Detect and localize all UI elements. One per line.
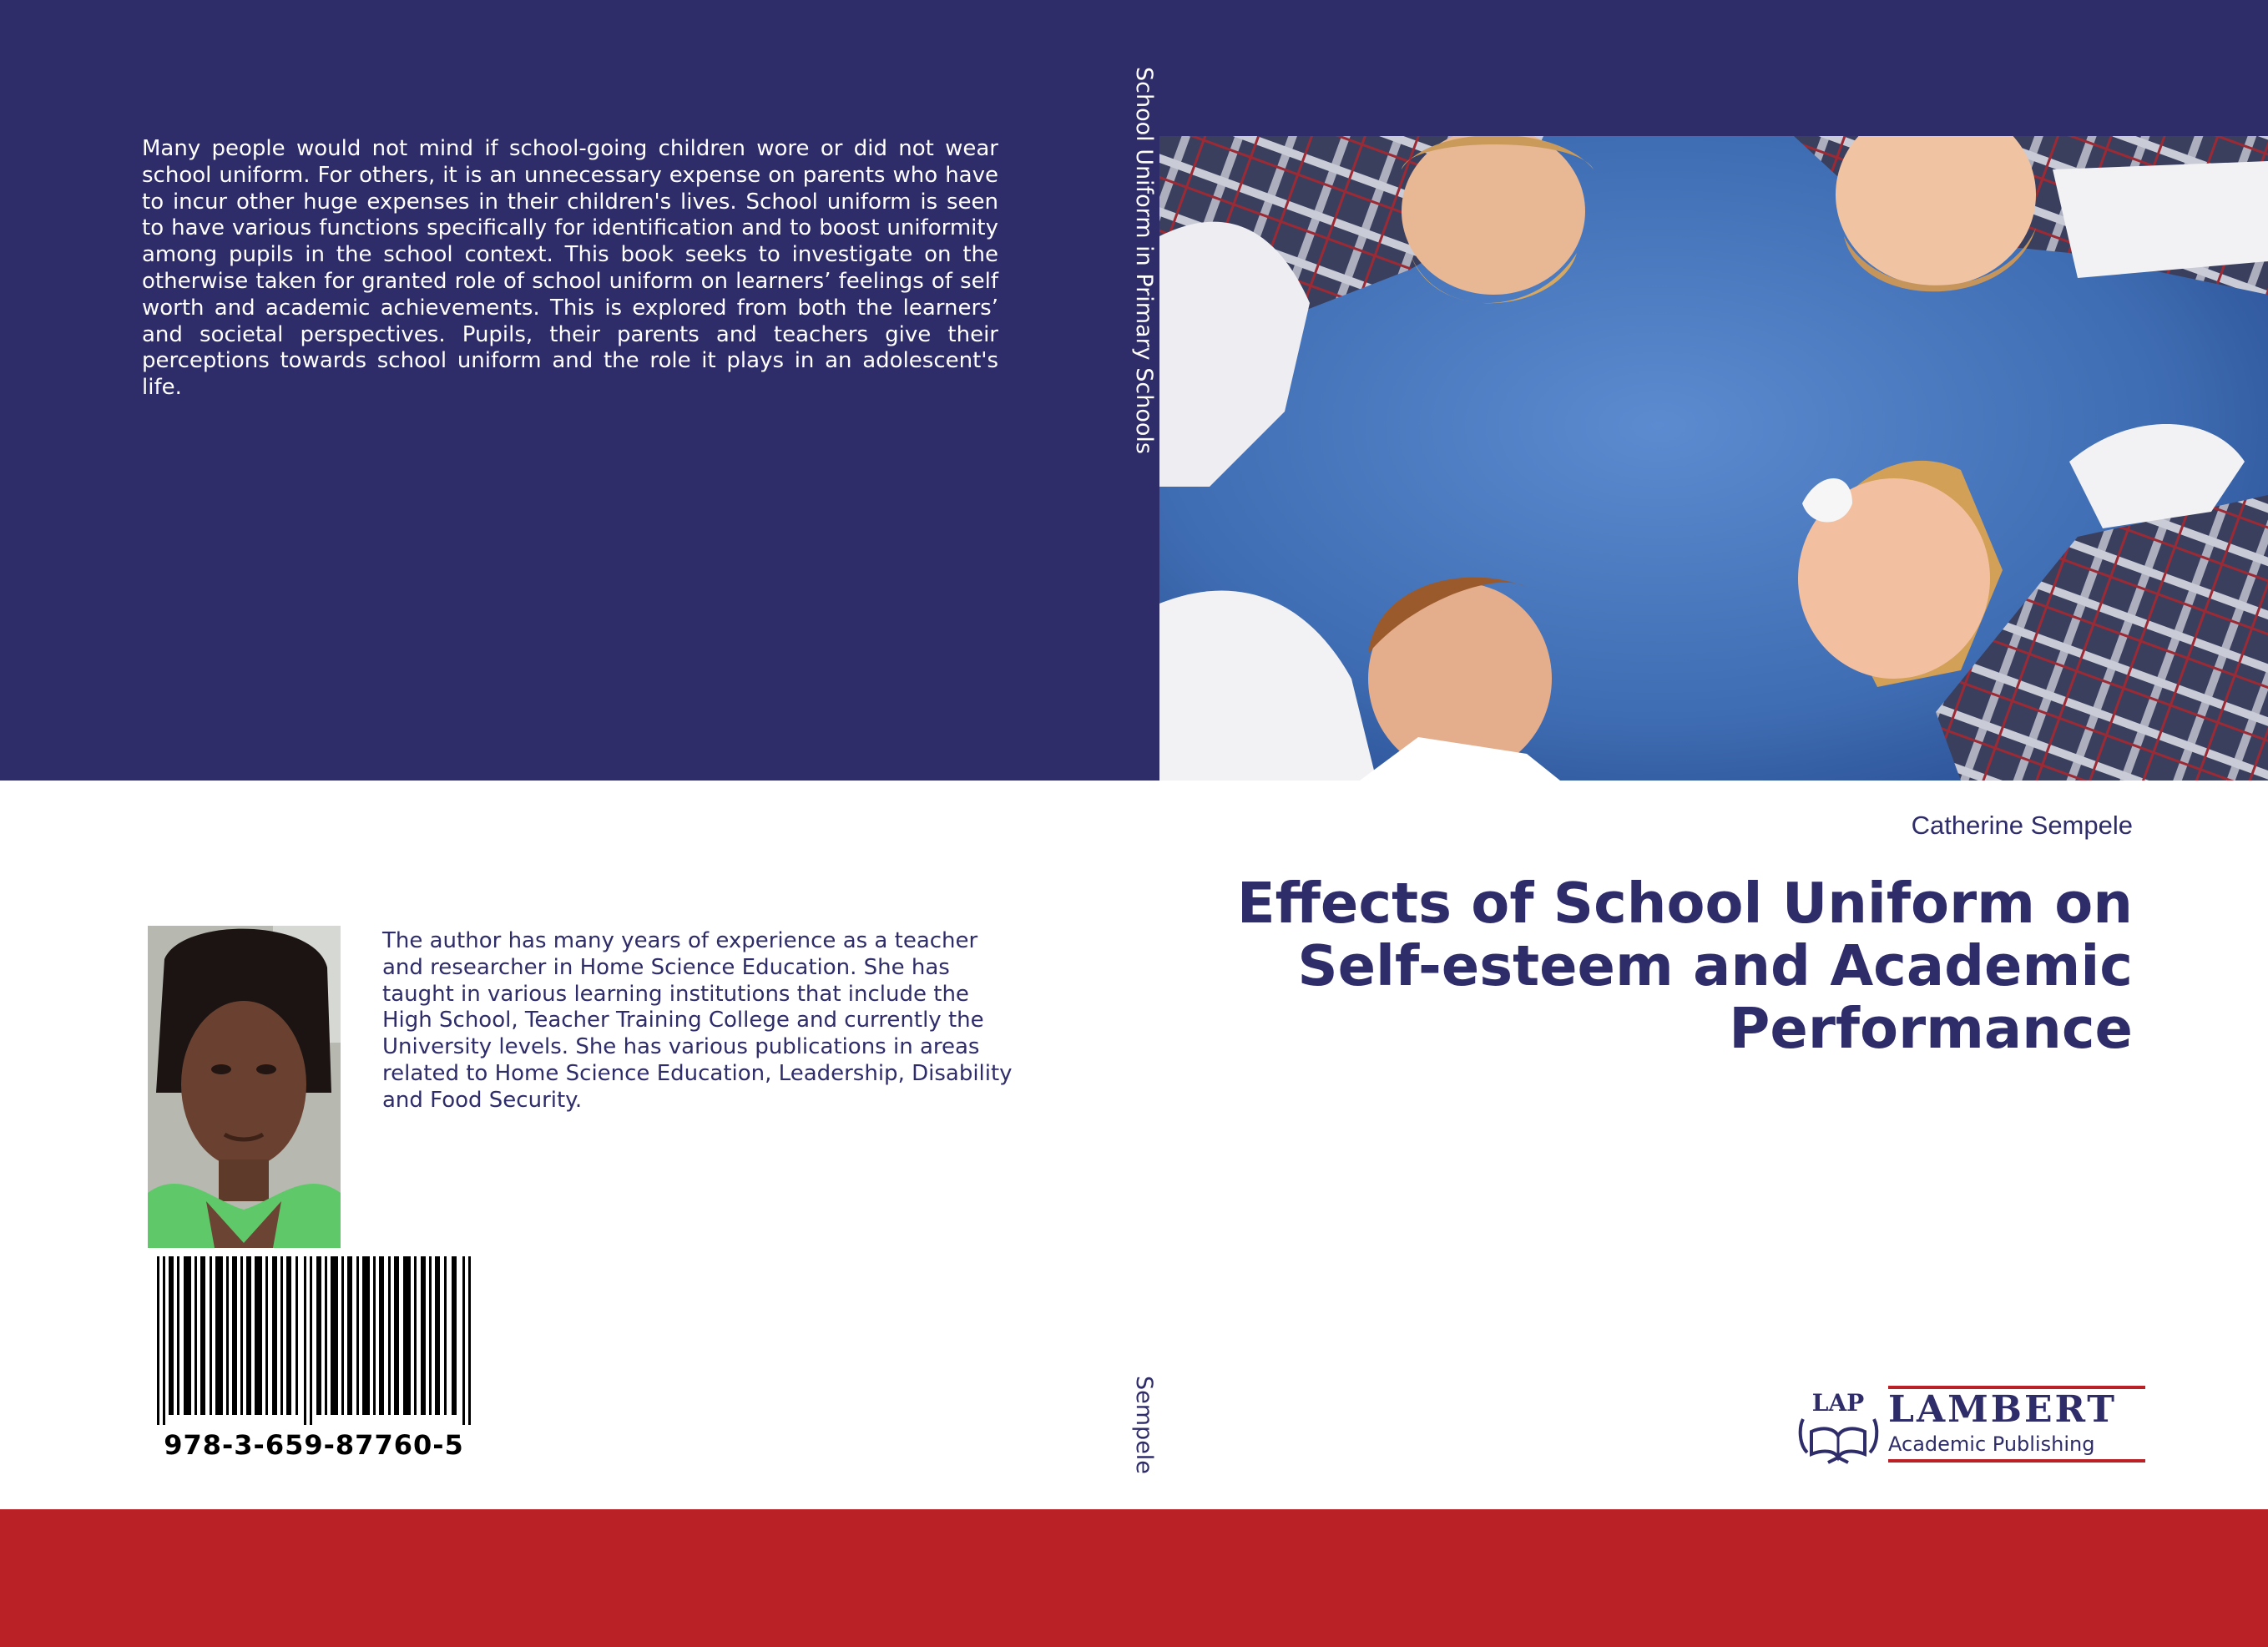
front-cover-author: Catherine Sempele: [1911, 811, 2133, 840]
author-photo: [148, 926, 341, 1248]
svg-text:LAP: LAP: [1811, 1389, 1865, 1417]
bottom-red-band: [0, 1509, 2268, 1647]
book-title: Effects of School Uniform on Self-esteem and Academic Performance: [1236, 871, 2133, 1061]
cover-photo-children: [1159, 136, 2268, 781]
spine-author: Sempele: [1131, 1376, 1157, 1474]
isbn-number: 978-3-659-87760-5: [164, 1429, 464, 1461]
spine-title: School Uniform in Primary Schools: [1131, 67, 1157, 454]
isbn-barcode: [157, 1256, 471, 1425]
publisher-name: LAMBERT: [1888, 1386, 2145, 1429]
open-book-icon: [1795, 1386, 1882, 1469]
back-cover-blurb: Many people would not mind if school-going children wore or did not wear school uniform. For others, it is an unnecessary expense on parents who have to incur other huge expenses in their children's lives. School uniform is seen to have various functions specifically for identification and to boost uniformity among pupils in the school context. This book seeks to investigate on the otherwise taken for granted role of school uniform on learners’ feelings of self worth and academic achievements. This is explored from both the learners’ and societal perspectives. Pupils, their parents and teachers give their perceptions towards school uniform and the role it plays in an adolescent's life.: [142, 136, 998, 401]
author-bio: The author has many years of experience as a teacher and researcher in Home Science Education. She has taught in various learning institutions that include the High School, Teacher Training College and currently the University levels. She has various publications in areas related to Home Science Education, Leadership, Disability and Food Security.: [382, 928, 1013, 1113]
publisher-tagline: Academic Publishing: [1888, 1432, 2145, 1463]
publisher-logo: [1795, 1386, 2145, 1469]
